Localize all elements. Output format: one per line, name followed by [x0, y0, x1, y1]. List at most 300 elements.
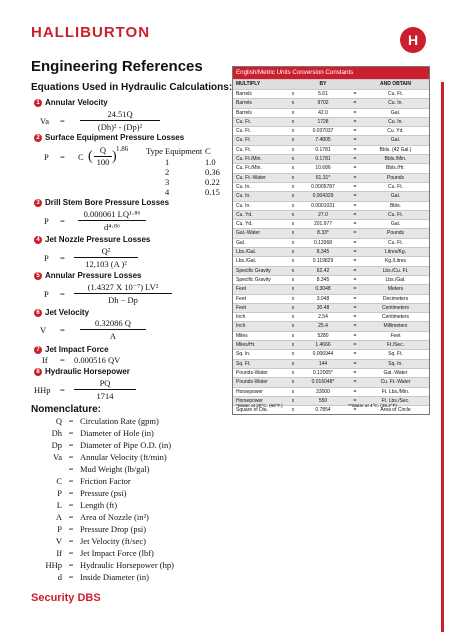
cell-operator: x — [291, 156, 295, 163]
section-annular-pressure — [34, 271, 141, 280]
table-row — [233, 275, 429, 284]
cell-unit-to: Kg./Litres — [384, 258, 407, 265]
cell-operator: x — [291, 323, 295, 330]
cell-unit-from: Cu. Ft./Min. — [236, 156, 262, 163]
eq-lhs: V — [40, 325, 47, 335]
cell-unit-to: Lbs./Gal. — [385, 276, 406, 283]
cell-operator: x — [291, 230, 295, 237]
eq-lhs: P — [44, 253, 49, 263]
c-value: 0.36 — [205, 167, 220, 177]
cell-unit-to: Bbls. — [389, 202, 402, 209]
cell-unit-from: Cu. Ft./Min. — [236, 165, 262, 172]
cell-factor: 0.12005* — [312, 369, 334, 376]
cell-equals: = — [353, 230, 357, 237]
conversion-table — [232, 66, 430, 415]
eq-denominator: 100 — [96, 157, 110, 167]
table-row — [233, 117, 429, 126]
cell-unit-from: Horsepower — [236, 388, 263, 395]
table-row — [233, 210, 429, 219]
cell-unit-from: Gal.-Water — [236, 230, 260, 237]
eq-equals: = — [60, 325, 65, 335]
eq-equals: = — [60, 289, 65, 299]
cell-factor: 5280 — [317, 332, 329, 339]
cell-unit-to: Gal. — [390, 193, 401, 200]
eq-denominator: d⁴·⁸⁶ — [104, 222, 120, 232]
footer-brand: Security DBS — [31, 592, 101, 604]
cell-operator: x — [291, 342, 295, 349]
cell-equals: = — [353, 342, 357, 349]
cell-equals: = — [353, 323, 357, 330]
cell-operator: x — [291, 267, 295, 274]
eq-numerator: PQ — [99, 378, 111, 388]
cell-operator: x — [291, 193, 295, 200]
cell-unit-to: Area of Circle — [380, 407, 411, 414]
cell-equals: = — [353, 286, 357, 293]
cell-unit-to: Cu. Ft.-Water — [380, 379, 411, 386]
table-row — [233, 135, 429, 144]
fraction-bar — [74, 293, 172, 294]
cell-unit-to: Decimeters — [382, 295, 409, 302]
cell-equals: = — [353, 304, 357, 311]
cell-factor: 5.61 — [318, 91, 328, 97]
cell-unit-from: Cu. Ft.-Water — [236, 174, 266, 181]
list-item: HHp = Hydraulic Horsepower (hp) — [45, 560, 174, 570]
cell-unit-from: Cu. Ft. — [236, 118, 252, 125]
cell-factor: 0.1781 — [315, 156, 331, 163]
cell-operator: x — [291, 128, 295, 135]
table-title: English/Metric Units Conversion Constants — [233, 67, 429, 79]
list-item: V = Jet Velocity (ft/sec) — [55, 536, 146, 546]
cell-equals: = — [353, 109, 357, 116]
eq-denominator: 12,103 (A )² — [85, 259, 127, 269]
cell-operator: x — [291, 360, 295, 367]
eq-lhs: P — [44, 216, 49, 226]
eq-equals: = — [60, 152, 65, 162]
section-number-badge: 8 — [34, 368, 42, 376]
cell-factor: 1.4666 — [315, 342, 331, 349]
cell-factor: 8.345 — [316, 276, 330, 283]
section-title: Hydraulic Horsepower — [45, 367, 130, 376]
cell-unit-from: Cu. Yd. — [236, 221, 253, 228]
cell-factor: 61.31* — [315, 174, 331, 181]
cell-operator: x — [291, 183, 295, 190]
table-row — [233, 266, 429, 275]
table-row — [233, 89, 429, 98]
cell-unit-from: Inch — [236, 314, 246, 321]
cell-operator: x — [291, 202, 295, 209]
eq-denominator: A — [109, 331, 117, 341]
table-row — [233, 359, 429, 368]
eq-numerator: (1.4327 X 10⁻⁷) LV² — [87, 282, 159, 292]
cell-unit-from: Miles — [236, 332, 248, 339]
cell-unit-from: Cu. Yd. — [236, 211, 253, 218]
section-number-badge: 1 — [34, 99, 42, 107]
section-number-badge: 5 — [34, 272, 42, 280]
cell-equals: = — [353, 397, 357, 404]
cell-operator: x — [291, 109, 295, 116]
c-value: 0.22 — [205, 177, 220, 187]
cell-equals: = — [353, 249, 357, 256]
cell-equals: = — [353, 351, 357, 358]
cell-unit-to: Cu. In. — [388, 118, 403, 125]
footnote-right: **Water at 4°C. (39.2°F) — [348, 403, 397, 408]
eq-paren-close: ) — [112, 149, 117, 164]
list-item: d = Inside Diameter (in) — [57, 572, 149, 582]
cell-factor: 10.686 — [315, 165, 331, 172]
table-row — [233, 201, 429, 210]
cell-unit-to: Gal. — [390, 221, 401, 228]
cell-operator: x — [291, 174, 295, 181]
cell-factor: 3.048 — [316, 295, 330, 302]
eq-lhs: HHp — [34, 385, 51, 395]
cell-operator: x — [291, 211, 295, 218]
cell-factor: 33000 — [316, 388, 330, 395]
table-row — [233, 154, 429, 163]
section-title: Jet Velocity — [45, 308, 90, 317]
cell-factor: 0.119829 — [312, 258, 334, 265]
cell-unit-from: Lbs./Gal. — [236, 249, 257, 256]
cell-equals: = — [353, 174, 357, 181]
eq-equals: = — [60, 355, 65, 365]
eq-numerator: Q — [99, 145, 107, 155]
cell-operator: x — [291, 379, 295, 386]
cell-factor: 0.0001031 — [311, 202, 335, 209]
list-item: A = Area of Nozzle (in²) — [55, 512, 149, 522]
cell-equals: = — [353, 202, 357, 209]
cell-factor: 144 — [318, 360, 328, 367]
cell-unit-from: Inch — [236, 323, 246, 330]
section-surface-equipment — [34, 133, 184, 142]
table-row — [233, 387, 429, 396]
cell-unit-to: Bbls./Hr. — [386, 165, 405, 172]
section-title: Drill Stem Bore Pressure Losses — [45, 198, 170, 207]
svg-text:H: H — [407, 32, 419, 48]
nomenclature-list — [38, 416, 238, 584]
cell-factor: 0.13368 — [313, 239, 333, 246]
c-value: 1.0 — [205, 157, 216, 167]
cell-factor: 30.48 — [316, 304, 330, 311]
cell-equals: = — [353, 239, 357, 246]
cell-operator: x — [291, 137, 295, 144]
cell-unit-to: Centimeters — [382, 314, 409, 321]
cell-unit-from: Barrels — [236, 109, 252, 116]
table-row — [233, 191, 429, 200]
cell-operator: x — [291, 221, 295, 228]
cell-operator: x — [291, 314, 295, 321]
fraction-bar — [80, 120, 160, 121]
table-row — [233, 182, 429, 191]
cell-unit-to: Pounds — [387, 230, 404, 237]
cell-factor: 201.977 — [313, 221, 333, 228]
cell-operator: x — [291, 91, 295, 97]
table-row — [233, 349, 429, 358]
cell-equals: = — [353, 360, 357, 367]
section-number-badge: 6 — [34, 309, 42, 317]
cell-operator: x — [291, 369, 295, 376]
cell-factor: 8.33* — [317, 230, 329, 237]
table-row — [233, 368, 429, 377]
section-number-badge: 2 — [34, 134, 42, 142]
section-number-badge: 7 — [34, 346, 42, 354]
cell-equals: = — [353, 314, 357, 321]
cell-operator: x — [291, 258, 295, 265]
cell-equals: = — [353, 369, 357, 376]
list-item: C = Friction Factor — [56, 476, 131, 486]
table-row — [233, 145, 429, 154]
section-title: Surface Equipment Pressure Losses — [45, 133, 185, 142]
table-row — [233, 256, 429, 265]
cell-operator: x — [291, 249, 295, 256]
list-item: L = Length (ft) — [56, 500, 118, 510]
list-item: P = Pressure Drop (psi) — [57, 524, 147, 534]
cell-factor: 8.345 — [316, 249, 330, 256]
cell-factor: 0.7854 — [315, 407, 331, 414]
cell-unit-to: Ft. Lbs./Min. — [381, 388, 410, 395]
section-number-badge: 3 — [34, 199, 42, 207]
fraction-bar — [74, 389, 136, 390]
cell-unit-to: Meters — [387, 286, 404, 293]
fraction-bar — [74, 257, 138, 258]
table-row — [233, 321, 429, 330]
eq-paren-open: ( — [88, 149, 93, 164]
eq-denominator: (Dh)² - (Dp)² — [97, 122, 143, 132]
eq-lhs: If — [42, 355, 48, 365]
cell-operator: x — [291, 146, 295, 153]
table-row — [233, 247, 429, 256]
page-title: Engineering References — [31, 58, 203, 75]
cell-unit-from: Feet — [236, 295, 247, 302]
right-accent-bar — [441, 82, 444, 632]
eq-numerator: 0.000061 LQ¹·⁸⁶ — [83, 209, 141, 219]
cell-unit-to: Feet — [390, 332, 401, 339]
section-jet-impact — [34, 345, 109, 354]
cell-unit-to: Cu. Yd. — [387, 128, 404, 135]
table-row — [233, 173, 429, 182]
cell-unit-from: Gal. — [236, 239, 246, 246]
list-item: Dp = Diameter of Pipe O.D. (in) — [51, 440, 172, 450]
cell-unit-to: Ft./Sec. — [386, 342, 405, 349]
section-title: Jet Impact Force — [45, 345, 109, 354]
type-list — [165, 157, 169, 197]
cell-operator: x — [291, 165, 295, 172]
cell-unit-to: Gal.-Water — [383, 369, 408, 376]
cell-equals: = — [353, 146, 357, 153]
eq-lhs: P — [44, 289, 49, 299]
table-row — [233, 228, 429, 237]
cell-unit-from: Cu. In. — [236, 183, 251, 190]
cell-unit-from: Sq. In. — [236, 351, 251, 358]
section-jet-velocity — [34, 308, 89, 317]
eq-equals: = — [60, 216, 65, 226]
brand-logo-text: HALLIBURTON — [31, 24, 151, 41]
cell-unit-to: Sq. In. — [388, 360, 403, 367]
cell-factor: 0.3048 — [315, 286, 331, 293]
cell-operator: x — [291, 397, 295, 404]
cell-unit-to: Cu. In. — [388, 100, 403, 107]
cell-unit-from: Lbs./Gal. — [236, 258, 257, 265]
cell-operator: x — [291, 407, 295, 414]
section-number-badge: 4 — [34, 236, 42, 244]
table-row — [233, 108, 429, 117]
cell-unit-from: Cu. In. — [236, 193, 251, 200]
type-value: 2 — [165, 167, 170, 177]
footnote-left: *Water at 20°C. (68°F.) — [236, 403, 283, 408]
cell-equals: = — [353, 193, 357, 200]
cell-equals: = — [353, 91, 357, 97]
section-annular-velocity — [34, 98, 108, 107]
eq-numerator: Q² — [101, 246, 111, 256]
cell-unit-from: Horsepower — [236, 397, 263, 404]
cell-factor: 550 — [318, 397, 328, 404]
table-row — [233, 331, 429, 340]
eq-equals: = — [60, 253, 65, 263]
type-equipment-header: Type Equipment — [146, 146, 203, 156]
eq-lhs: P — [44, 152, 49, 162]
cell-factor: 27.0 — [318, 211, 328, 218]
cell-unit-to: Pounds — [387, 174, 404, 181]
eq-c-symbol: C — [78, 152, 84, 162]
cell-factor: 0.0005787 — [311, 183, 335, 190]
equations-subtitle: Equations Used in Hydraulic Calculations: — [31, 82, 233, 93]
cell-unit-to: Cu. Ft. — [387, 183, 403, 190]
cell-operator: x — [291, 239, 295, 246]
cell-unit-to: Bbls. (42 Gal.) — [379, 146, 412, 153]
type-value: 3 — [165, 177, 170, 187]
table-row — [233, 303, 429, 312]
list-item: = Mud Weight (lb/gal) — [68, 464, 150, 474]
cell-equals: = — [353, 388, 357, 395]
cell-unit-to: Cu. Ft. — [387, 91, 403, 97]
cell-unit-from: Feet — [236, 304, 247, 311]
cell-equals: = — [353, 156, 357, 163]
table-body — [233, 89, 429, 414]
list-item: If = Jet Impact Force (lbf) — [56, 548, 154, 558]
cell-unit-to: Cu. Ft. — [387, 239, 403, 246]
c-value-list — [205, 157, 220, 197]
cell-equals: = — [353, 128, 357, 135]
cell-unit-to: Litres/Kg. — [384, 249, 407, 256]
cell-unit-from: Barrels — [236, 91, 252, 97]
fraction-bar — [78, 220, 146, 221]
cell-factor: 0.1781 — [315, 146, 331, 153]
eq-numerator: 24.51Q — [107, 109, 133, 119]
cell-factor: 9702 — [317, 100, 329, 107]
cell-equals: = — [353, 258, 357, 265]
table-row — [233, 219, 429, 228]
list-item: Va = Annular Velocity (ft/min) — [53, 452, 167, 462]
cell-operator: x — [291, 304, 295, 311]
cell-unit-to: Gal. — [390, 137, 401, 144]
cell-equals: = — [353, 137, 357, 144]
cell-equals: = — [353, 276, 357, 283]
eq-numerator: 0.32086 Q — [95, 318, 131, 328]
cell-equals: = — [353, 100, 357, 107]
list-item: Dh = Diameter of Hole (in) — [51, 428, 154, 438]
cell-unit-to: Millimeters — [383, 323, 408, 330]
cell-unit-from: Specific Gravity — [236, 276, 271, 283]
table-row — [233, 312, 429, 321]
cell-unit-from: Pounds-Water — [236, 369, 268, 376]
section-jet-nozzle — [34, 235, 150, 244]
cell-equals: = — [353, 221, 357, 228]
section-drill-stem — [34, 198, 169, 207]
table-row — [233, 238, 429, 247]
cell-unit-from: Specific Gravity — [236, 267, 271, 274]
cell-unit-from: Cu. Ft. — [236, 128, 252, 135]
cell-unit-from: Pounds-Water — [236, 379, 268, 386]
cell-unit-from: Square of Dia. — [236, 407, 268, 414]
col-header-obtain: AND OBTAIN — [379, 81, 411, 87]
eq-rhs: 0.000516 QV — [74, 355, 121, 365]
cell-equals: = — [353, 379, 357, 386]
cell-factor: 1728 — [317, 118, 329, 125]
table-header-row — [233, 79, 429, 89]
cell-unit-to: Cu. Ft. — [387, 211, 403, 218]
cell-unit-to: Centimeters — [382, 304, 409, 311]
cell-factor: 2.54 — [318, 314, 328, 321]
eq-denominator: 1714 — [96, 391, 114, 401]
cell-unit-from: Feet — [236, 286, 247, 293]
type-value: 4 — [165, 187, 170, 197]
cell-operator: x — [291, 332, 295, 339]
cell-operator: x — [291, 351, 295, 358]
section-title: Jet Nozzle Pressure Losses — [45, 235, 151, 244]
table-row — [233, 340, 429, 349]
cell-unit-from: Sq. Ft. — [236, 360, 251, 367]
col-header-multiply: MULTIPLY — [236, 81, 261, 87]
section-title: Annular Velocity — [45, 98, 108, 107]
type-value: 1 — [165, 157, 170, 167]
cell-equals: = — [353, 118, 357, 125]
fraction-bar — [80, 329, 146, 330]
cell-factor: 0.004329 — [312, 193, 334, 200]
cell-equals: = — [353, 165, 357, 172]
cell-unit-from: Cu. Ft. — [236, 146, 252, 153]
eq-equals: = — [60, 385, 65, 395]
nomenclature-title: Nomenclature: — [31, 404, 102, 415]
cell-equals: = — [353, 295, 357, 302]
cell-unit-from: Barrels — [236, 100, 252, 107]
cell-equals: = — [353, 332, 357, 339]
section-title: Annular Pressure Losses — [45, 271, 142, 280]
cell-unit-to: Lbs./Cu. Ft. — [382, 267, 409, 274]
col-header-by: BY — [319, 81, 327, 87]
cell-factor: 62.42 — [316, 267, 330, 274]
halliburton-logo-icon — [400, 27, 426, 53]
table-row — [233, 294, 429, 303]
cell-operator: x — [291, 295, 295, 302]
cell-operator: x — [291, 118, 295, 125]
cell-factor: 25.4 — [318, 323, 328, 330]
cell-unit-to: Bbls./Min. — [384, 156, 407, 163]
table-row — [233, 126, 429, 135]
list-item: P = Pressure (psi) — [57, 488, 127, 498]
cell-unit-to: Ft. Lbs./Sec. — [381, 397, 410, 404]
cell-operator: x — [291, 286, 295, 293]
cell-unit-from: Cu. Ft. — [236, 137, 252, 144]
cell-factor: 7.4805 — [315, 137, 331, 144]
cell-operator: x — [291, 276, 295, 283]
table-row — [233, 377, 429, 386]
table-row — [233, 284, 429, 293]
list-item: Q = Circulation Rate (gpm) — [55, 416, 159, 426]
cell-unit-to: Gal. — [390, 109, 401, 116]
cell-unit-from: Cu. In. — [236, 202, 251, 209]
eq-denominator: Dh − Dp — [108, 295, 138, 305]
cell-unit-to: Sq. Ft. — [388, 351, 403, 358]
table-row — [233, 98, 429, 107]
section-hydraulic-hp — [34, 367, 130, 376]
